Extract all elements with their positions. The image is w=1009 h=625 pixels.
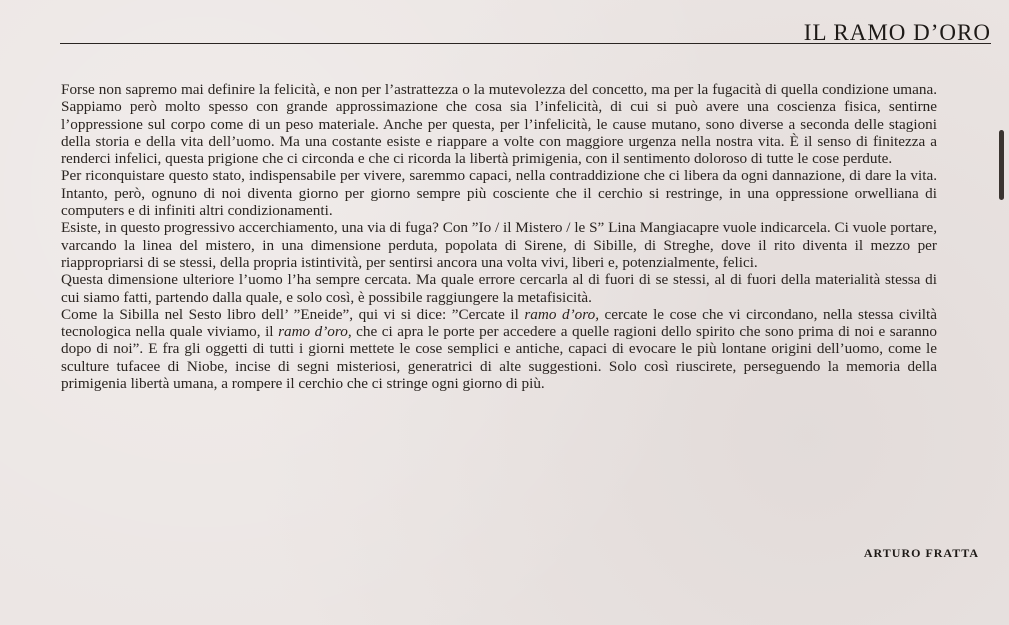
paragraph-5-part-c: che ci apra le porte per accedere a quelle ragioni dello spirito che sono prima di noi e saranno dopo di noi”. E fra gli oggetti di tutti i giorni mettete le cose semplici e antiche, capaci di evocare le più lontane origini dell’uomo, come le sculture tufacee di Niobe, incise di segni misteriosi, generatrici di alte suggestioni. Solo così riuscirete, perseguendo la memoria della primigenia libertà umana, a rompere il cerchio che ci stringe ogni giorno di più.	[61, 323, 937, 393]
paragraph-1: Forse non sapremo mai definire la felicità, e non per l’astrattezza o la mutevolezza del concetto, ma per la fugacità di quella condizione umana. Sappiamo però molto spesso con grande approssimazione che cosa sia l’infelicità, di cui si può avere una coscienza fisica, sentirne l’oppressione sul corpo come di un peso materiale. Anche per questa, per l’infelicità, le cause mutano, sono diverse a seconda delle stagioni della storia e della vita dell’uomo. Ma una costante esiste e riappare a volte con maggiore urgenza nella nostra vita. È il senso di finitezza a renderci infelici, questa prigione che ci circonda e che ci ricorda la libertà primigenia, con il sentimento doloroso di tutte le cose perdute.	[61, 81, 937, 168]
paragraph-5-part-b: cercate le cose che vi circondano, nella stessa civiltà tecnologica nella quale viviamo, il	[61, 305, 937, 341]
paragraph-4: Questa dimensione ulteriore l’uomo l’ha sempre cercata. Ma quale errore cercarla al di fuori di se stessi, al di fuori della materialità stessa di cui siamo fatti, partendo dalla quale, e solo così, è possibile raggiungere la metafisicità.	[61, 271, 937, 306]
paragraph-3: Esiste, in questo progressivo accerchiamento, una via di fuga? Con ”Io / il Mistero / le S” Lina Mangiacapre vuole indicarcela. Ci vuole portare, varcando la linea del mistero, in una dimensione perduta, popolata di Sirene, di Sibille, di Streghe, dove il rito diventa il mezzo per riappropriarsi di se stessi, della propria istintività, per sentirsi ancora una volta vivi, liberi e, potenzialmente, felici.	[61, 219, 937, 271]
author-signature: ARTURO FRATTA	[863, 546, 979, 560]
paragraph-5-part-a: Come la Sibilla nel Sesto libro dell’ ”Eneide”, qui vi si dice: ”Cercate il	[61, 305, 525, 323]
paragraph-5	[61, 306, 937, 392]
page-edge-mark	[999, 130, 1004, 200]
header-rule	[60, 43, 991, 44]
italic-ramo-doro-1: ramo d’oro,	[524, 305, 599, 323]
article-body	[61, 81, 937, 392]
running-header-title: IL RAMO D’ORO	[803, 20, 991, 45]
paragraph-2: Per riconquistare questo stato, indispensabile per vivere, saremmo capaci, nella contraddizione che ci libera da ogni dannazione, di dare la vita. Intanto, però, ognuno di noi diventa giorno per giorno sempre più cosciente che il cerchio si restringe, in una oppressione orwelliana di computers e di infiniti altri condizionamenti.	[61, 167, 937, 220]
italic-ramo-doro-2: ramo d’oro,	[278, 323, 352, 341]
